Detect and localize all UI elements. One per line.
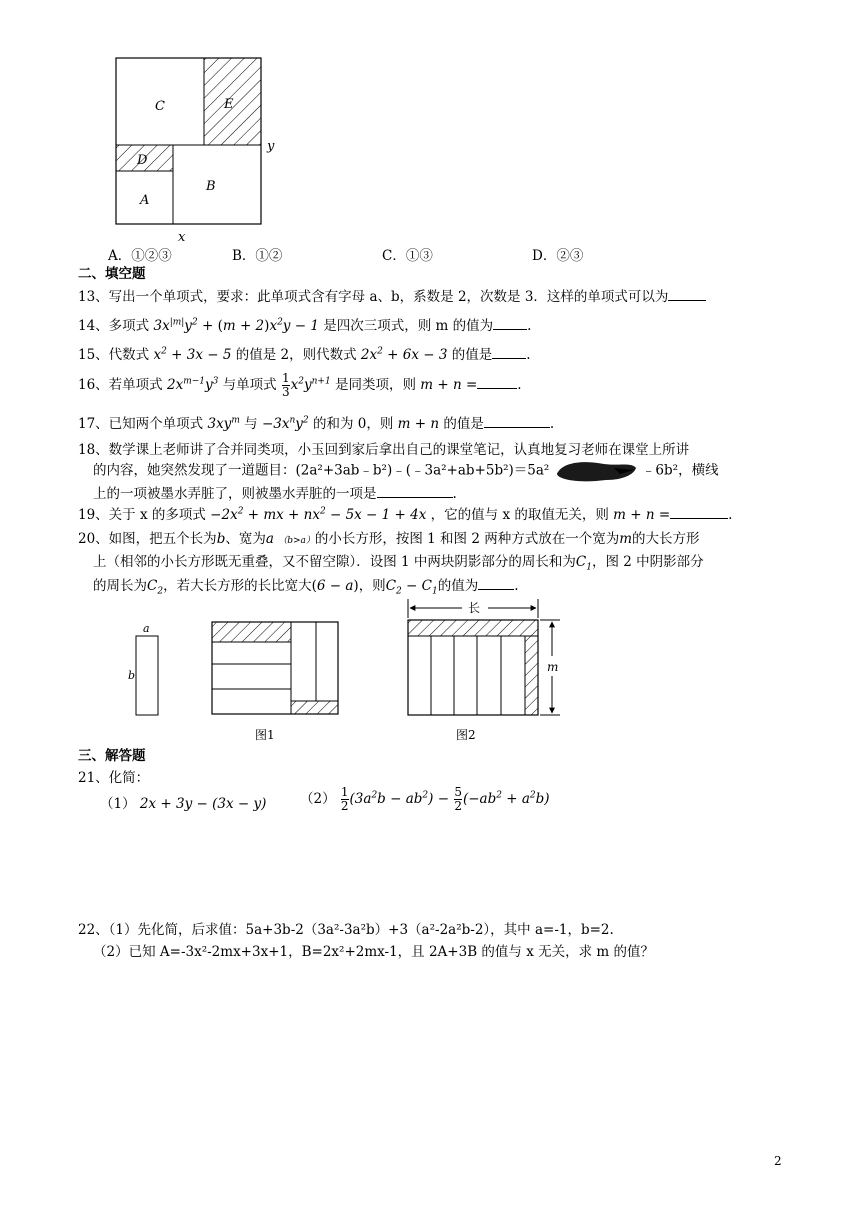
fig2-label-m: m: [547, 660, 559, 674]
option-a: A．①②③: [108, 248, 172, 264]
question-22-part2: （2）已知 A=-3x²-2mx+3x+1，B=2x²+2mx-1，且 2A+3B 的值与 x 无关，求 m 的值？: [93, 944, 654, 960]
option-c: C．①③: [382, 248, 433, 264]
label-E: E: [224, 97, 234, 112]
fig20-label-a: a: [143, 622, 150, 635]
q14-expression: $3x^{|m|}y^2 + (m + 2)x^2y - 1$: [153, 317, 319, 334]
question-20-line3: 的周长为$C_2$，若大长方形的长比宽大(6 − a)，则$C_2 - C_1$的值为 .: [93, 578, 519, 597]
question-16: 16、若单项式 $2x^{m-1}y^3$ 与单项式 $\frac{1}{3}$ $x^2y^{n+1}$ 是同类项，则 m + n = .: [78, 371, 522, 399]
figure-20: [120, 594, 580, 744]
label-C: C: [155, 99, 165, 114]
question-18-line2: 的内容，她突然发现了一道题目：(2a²+3ab﹣b²)﹣(﹣3a²+ab+5b²)＝5a² ﹣6b²，横线: [93, 458, 719, 484]
label-A: A: [140, 193, 150, 208]
question-13: 13、写出一个单项式，要求：此单项式含有字母 a、b，系数是 2，次数是 3．这样的单项式可以为: [78, 285, 706, 305]
question-15: 15、代数式 $x^2 + 3x - 5$ 的值是 2，则代数式 $2x^2 + 6x - 3$ 的值是 .: [78, 346, 531, 363]
question-22-part1: 22、（1）先化简，后求值：5a+3b-2（3a²-3a²b）+3（a²-2a²b-2），其中 a=-1，b=2.: [78, 922, 614, 938]
question-21-part1: （1） 2x + 3y − (3x − y): [100, 796, 267, 812]
question-18-line1: 18、数学课上老师讲了合并同类项，小玉回到家后拿出自己的课堂笔记，认真地复习老师在课堂上所讲: [78, 442, 690, 458]
question-21-part2: （2） $\frac{1}{2}$ $(3a^2b - ab^2)$ − $\frac{5}{2}$ $(-ab^2 + a^2b)$: [300, 785, 550, 813]
ink-blot-icon: [554, 458, 638, 484]
question-17: 17、已知两个单项式 $3xy^m$ 与 $-3x^ny^2$ 的和为 0，则 m + n 的值是 .: [78, 415, 555, 432]
option-d: D．②③: [532, 248, 584, 264]
page-number: 2: [774, 1154, 782, 1168]
question-14: 14、多项式 $3x^{|m|}y^2 + (m + 2)x^2y - 1$ 是四次三项式，则 m 的值为 .: [78, 317, 532, 334]
fig2-caption: 图2: [456, 728, 476, 742]
question-20-line2: 上（相邻的小长方形既无重叠，又不留空隙）．设图 1 中两块阴影部分的周长和为$C_1$，图 2 中阴影部分: [93, 554, 704, 573]
option-b: B．①②: [232, 248, 283, 264]
label-y: y: [267, 139, 275, 154]
label-x: x: [178, 230, 186, 244]
section-fill-blank-title: 二、填空题: [78, 266, 146, 282]
section-answer-title: 三、解答题: [78, 748, 146, 764]
question-18-line3: 上的一项被墨水弄脏了，则被墨水弄脏的一项是 .: [93, 486, 457, 502]
fig1-caption: 图1: [255, 728, 275, 742]
question-19: 19、关于 x 的多项式 $-2x^2$ + mx + $nx^2 - 5x - 1 + 4x$ ，它的值与 x 的取值无关，则 m + n = .: [78, 506, 733, 523]
fig20-label-b: b: [128, 669, 136, 682]
figure-area-model: [110, 52, 285, 244]
label-B: B: [206, 179, 216, 194]
label-D: D: [137, 153, 148, 168]
question-20-line1: 20、如图，把五个长为b、宽为a （b>a）的小长方形，按图 1 和图 2 两种方式放在一个宽为m的大长方形: [78, 531, 700, 547]
fig2-label-chang: 长: [468, 601, 481, 615]
question-21-title: 21、化简：: [78, 770, 150, 786]
